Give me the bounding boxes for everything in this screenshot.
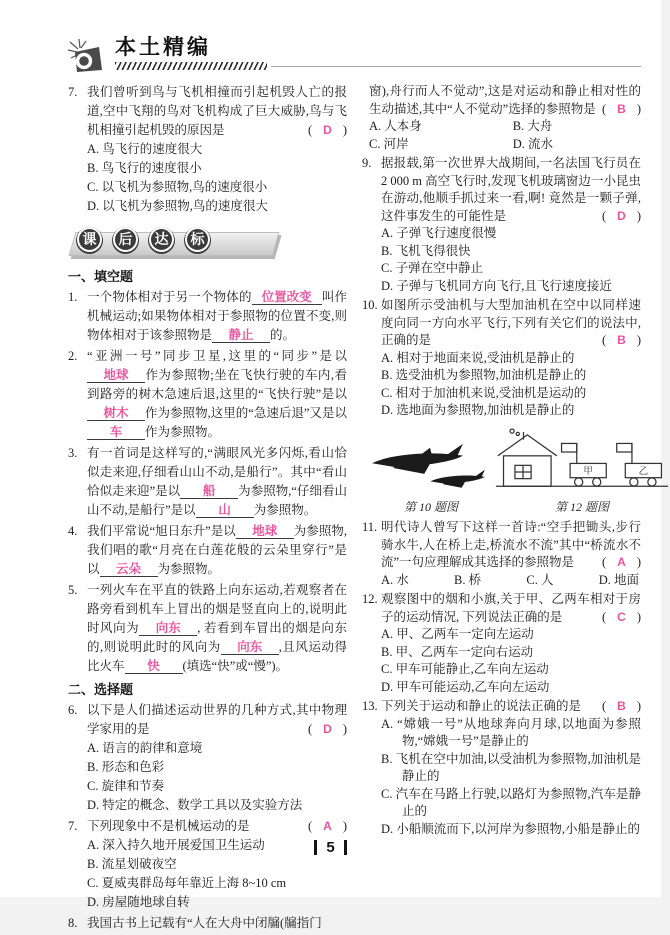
option-item: D. 流水 xyxy=(512,136,553,151)
paren-open: ( xyxy=(601,333,607,347)
blank-answer: 地球 xyxy=(236,525,294,539)
answer-paren xyxy=(602,101,641,119)
answer-paren xyxy=(308,720,347,739)
question-body xyxy=(381,591,641,696)
after-class-badge xyxy=(68,225,347,263)
paren-close: ) xyxy=(636,101,641,116)
stem-text: 据报载,第一次世界大战期间,一名法国飞行员在 2 000 m 高空飞行时,发现飞机玻璃窗边一小昆虫在游动,他顺手抓过来一看,啊! 竟然是一颗子弹,这件事发生的可能性是 xyxy=(381,156,641,223)
page-footer xyxy=(0,839,661,856)
question-number: 2. xyxy=(68,349,78,363)
option-item: A. “嫦娥一号”从地球奔向月球,以地面为参照物,“嫦娥一号”是静止的 xyxy=(381,716,641,748)
page-number: 5 xyxy=(326,839,335,856)
option-item: B. 大舟 xyxy=(512,119,553,133)
question-stem xyxy=(381,698,641,716)
question-number: 10. xyxy=(362,298,378,312)
cart-label-yi: 乙 xyxy=(638,466,649,477)
question-number: 13. xyxy=(362,699,378,713)
answer-letter: D xyxy=(323,722,332,736)
stem-text: 一个物体相对于另一个物体的 xyxy=(87,290,252,304)
question xyxy=(68,347,347,442)
figure-caption: 第 12 题图 xyxy=(554,499,609,514)
paren-open: ( xyxy=(307,819,313,833)
figure-caption: 第 10 题图 xyxy=(403,499,458,514)
paren-close: ) xyxy=(636,555,641,569)
options-inline xyxy=(381,572,641,590)
blank-answer: 位置改变 xyxy=(252,291,322,305)
answer-paren xyxy=(602,609,641,627)
option-item: B. 飞机飞得很快 xyxy=(381,243,471,258)
option-item: D. 地面 xyxy=(598,572,639,587)
answer-letter: C xyxy=(617,609,626,624)
right-column xyxy=(362,83,649,935)
question-stem xyxy=(87,581,347,676)
answer-letter: D xyxy=(617,208,626,223)
question-body xyxy=(87,914,347,933)
option-item: C. 甲车可能静止,乙车向左运动 xyxy=(381,662,549,676)
blank-answer: 船 xyxy=(180,485,238,499)
stem-text: , 若看到车冒出的烟是向东的,则说明此时的风向为 xyxy=(87,621,347,654)
answer-paren xyxy=(308,121,347,140)
question-body xyxy=(87,347,347,442)
house-and-carts-icon xyxy=(494,427,670,497)
stem-text: “亚洲一号”同步卫星,这里的“同步”是以 xyxy=(87,349,347,363)
question-body xyxy=(87,581,347,676)
answer-paren xyxy=(602,332,641,350)
question xyxy=(68,83,347,216)
badge-character: 后 xyxy=(113,227,138,252)
blank-answer: 车 xyxy=(87,426,145,440)
question-number: 3. xyxy=(68,446,78,460)
option-item: C. 以飞机为参照物,鸟的速度很小 xyxy=(87,180,268,194)
paren-close: ) xyxy=(636,208,641,223)
question-stem xyxy=(87,817,347,836)
badge-character: 达 xyxy=(149,227,174,252)
paren-open: ( xyxy=(601,699,607,713)
blank-answer: 向东 xyxy=(139,622,197,636)
options-list xyxy=(381,626,641,696)
question xyxy=(362,591,641,696)
blank-answer: 云朵 xyxy=(100,563,158,577)
options-list xyxy=(381,716,641,839)
question-stem xyxy=(381,591,641,626)
option-item: C. 相对于加油机来说,受油机是运动的 xyxy=(381,385,587,400)
badge-characters xyxy=(77,227,210,252)
logo-hatch-underline xyxy=(115,62,267,70)
badge-character: 标 xyxy=(185,227,210,252)
answer-paren xyxy=(602,698,641,716)
question-stem xyxy=(369,83,641,118)
question-body xyxy=(87,444,347,520)
header-rule xyxy=(271,66,641,67)
option-item: A. 水 xyxy=(381,572,409,587)
stem-text: 作为参照物。 xyxy=(145,425,221,439)
stem-text: 下列现象中不是机械运动的是 xyxy=(87,819,250,833)
blank-answer: 树木 xyxy=(87,407,145,421)
option-item: C. 人 xyxy=(526,572,554,587)
stem-text: 作为参照物,这里的“急速后退”又是以 xyxy=(145,406,347,420)
question-body xyxy=(87,701,347,815)
stem-text: 有一首词是这样写的,“满眼风光多闪烁,看山恰似走来迎,仔细看山山不动,是船行”。其中“看山恰似走来迎”是以 xyxy=(87,446,347,498)
answer-letter: A xyxy=(323,819,332,833)
page-header xyxy=(0,0,661,78)
option-item: B. 飞机在空中加油,以受油机为参照物,加油机是静止的 xyxy=(381,751,641,783)
answer-letter: D xyxy=(323,123,332,137)
section-heading: 二、选择题 xyxy=(68,682,134,697)
question xyxy=(362,519,641,589)
question-stem xyxy=(87,444,347,520)
question xyxy=(362,155,641,295)
question-body xyxy=(362,83,641,153)
stem-text: 下列关于运动和静止的说法正确的是 xyxy=(381,699,582,713)
stem-text: 我们平常说“旭日东升”是以 xyxy=(87,524,236,538)
question-stem xyxy=(381,155,641,225)
option-item: A. 鸟飞行的速度很大 xyxy=(87,142,203,156)
question-number: 5. xyxy=(68,583,78,597)
question-body xyxy=(381,698,641,838)
option-item: D. 房屋随地球自转 xyxy=(87,895,190,909)
paren-open: ( xyxy=(307,123,313,137)
blank-answer: 快 xyxy=(125,660,183,674)
option-item: C. 夏威夷群岛每年靠近上海 8~10 cm xyxy=(87,876,287,890)
stem-text: 叫作机械运动;如果物体相对于参照物的位置不变,则物体相对于该参照物是 xyxy=(87,290,347,342)
option-item: D. 子弹与飞机同方向飞行,且飞行速度接近 xyxy=(381,278,612,293)
stem-text: 一列火车在平直的铁路上向东运动,若观察者在路旁看到机车上冒出的烟是竖直向上的,说明此时风向为 xyxy=(87,583,347,635)
paren-open: ( xyxy=(307,722,313,736)
option-item: D. 甲车可能运动,乙车向左运动 xyxy=(381,679,550,694)
question xyxy=(68,288,347,345)
blank-answer: 地球 xyxy=(87,369,145,383)
left-column xyxy=(68,83,347,935)
question xyxy=(68,817,347,912)
option-item: B. 流星划破夜空 xyxy=(87,857,177,871)
question-body xyxy=(381,297,641,420)
option-item: D. 以飞机为参照物,鸟的速度很大 xyxy=(87,199,268,213)
option-item: B. 形态和色彩 xyxy=(87,760,165,774)
option-item: A. 深入持久地开展爱国卫生运动 xyxy=(87,838,265,852)
paren-open: ( xyxy=(601,555,607,569)
question-stem xyxy=(381,297,641,350)
question-number: 11. xyxy=(362,520,378,534)
figure xyxy=(368,441,494,517)
options-grid xyxy=(369,118,641,153)
option-item: C. 河岸 xyxy=(369,136,409,151)
answer-letter: B xyxy=(617,699,626,713)
question-number: 7. xyxy=(68,819,78,833)
question-stem xyxy=(87,288,347,345)
answer-paren xyxy=(602,208,641,226)
options-list xyxy=(381,350,641,420)
paren-close: ) xyxy=(342,819,347,833)
stem-text: 的。 xyxy=(270,328,296,342)
blank-answer: 向东 xyxy=(221,641,279,655)
stem-text: 为参照物,我们唱的歌“月亮在白莲花般的云朵里穿行”是以 xyxy=(87,524,347,576)
question xyxy=(68,581,347,676)
option-item: C. 汽车在马路上行驶,以路灯为参照物,汽车是静止的 xyxy=(381,786,641,818)
question-number: 12. xyxy=(362,592,378,606)
option-item: A. 相对于地面来说,受油机是静止的 xyxy=(381,350,575,365)
brand-logo-text: 本土精编 xyxy=(115,36,211,59)
paren-open: ( xyxy=(601,208,607,223)
option-item: D. 特定的概念、数学工具以及实验方法 xyxy=(87,798,303,812)
option-item: A. 人本身 xyxy=(369,119,422,133)
answer-paren xyxy=(308,817,347,836)
stem-text: 为参照物。 xyxy=(157,562,221,576)
option-item: B. 鸟飞行的速度很小 xyxy=(87,161,202,175)
paren-close: ) xyxy=(636,333,641,347)
question xyxy=(68,444,347,520)
stem-text: 我国古书上记载有“人在大舟中闭牖(牖指门 xyxy=(87,916,322,930)
page-number-bar xyxy=(314,840,317,855)
blank-answer: 山 xyxy=(196,504,254,518)
stem-text: 为参照物,“仔细看山山不动,是船行”是以 xyxy=(87,484,347,517)
question-body xyxy=(87,522,347,579)
page-number-bar xyxy=(344,840,347,855)
paren-close: ) xyxy=(342,123,347,137)
options-list xyxy=(87,140,347,216)
question-body xyxy=(381,519,641,589)
question-number: 4. xyxy=(68,524,78,538)
stem-text: 窗),舟行而人不觉动”,这是对运动和静止相对性的生动描述,其中“人不觉动”选择的参照物是 xyxy=(369,84,641,116)
question xyxy=(362,698,641,838)
stem-text: 我们曾听到鸟与飞机相撞而引起机毁人亡的报道,空中飞翔的鸟对飞机构成了巨大威胁,鸟与飞机相撞引起机毁的原因是 xyxy=(87,85,347,137)
paren-open: ( xyxy=(601,609,607,624)
question xyxy=(362,297,641,420)
refueling-planes-icon xyxy=(368,441,494,497)
figures-row xyxy=(362,422,649,520)
question-number: 7. xyxy=(68,85,78,99)
question-number: 8. xyxy=(68,916,78,930)
section-heading: 一、填空题 xyxy=(68,269,134,284)
stem-text: 如图所示受油机与大型加油机在空中以同样速度向同一方向水平飞行,下列有关它们的说法中,正确的是 xyxy=(381,298,641,347)
question-number: 1. xyxy=(68,290,78,304)
option-item: C. 子弹在空中静止 xyxy=(381,261,484,275)
question-stem xyxy=(87,522,347,579)
option-item: D. 小船顺流而下,以河岸为参照物,小船是静止的 xyxy=(381,821,641,836)
paren-close: ) xyxy=(342,722,347,736)
brand-logo-block xyxy=(115,36,641,71)
question-stem xyxy=(87,701,347,739)
question xyxy=(68,522,347,579)
cart-label-jia: 甲 xyxy=(583,466,593,477)
option-item: B. 桥 xyxy=(454,572,482,587)
stem-text: 以下是人们描述运动世界的几种方式,其中物理学家用的是 xyxy=(87,703,347,736)
badge-character: 课 xyxy=(77,227,102,252)
logo-underline-row xyxy=(115,61,641,71)
question-body xyxy=(87,288,347,345)
option-item: A. 甲、乙两车一定向左运动 xyxy=(381,627,534,641)
options-list xyxy=(87,739,347,815)
answer-letter: B xyxy=(617,101,626,116)
paren-close: ) xyxy=(636,609,641,624)
question xyxy=(68,701,347,815)
paren-close: ) xyxy=(636,699,641,713)
question-body xyxy=(87,83,347,216)
question-body xyxy=(381,155,641,295)
answer-letter: B xyxy=(617,333,626,347)
question-number: 6. xyxy=(68,703,78,717)
option-item: A. 语言的韵律和意境 xyxy=(87,741,203,755)
page-content xyxy=(0,78,661,935)
option-item: B. 选受油机为参照物,加油机是静止的 xyxy=(381,368,587,382)
question-number: 9. xyxy=(362,156,372,170)
stem-text: 观察图中的烟和小旗,关于甲、乙两车相对于房子的运动情况, 下列说法正确的是 xyxy=(381,592,641,624)
question-body xyxy=(87,817,347,912)
option-item: D. 选地面为参照物,加油机是静止的 xyxy=(381,403,575,417)
question-stem xyxy=(87,914,347,933)
question xyxy=(68,914,347,933)
figure xyxy=(494,427,670,517)
option-item: B. 甲、乙两车一定向右运动 xyxy=(381,644,534,659)
stem-text: (填选“快”或“慢”)。 xyxy=(182,659,289,673)
stem-text: ,且风运动得比火车 xyxy=(87,640,347,673)
option-item: C. 旋律和节奏 xyxy=(87,779,165,793)
answer-paren xyxy=(602,554,641,572)
brand-logo-icon xyxy=(68,38,108,76)
stem-text: 作为参照物;坐在飞快行驶的车内,看到路旁的树木急速后退,这里的“飞快行驶”是以 xyxy=(87,368,347,401)
question-stem xyxy=(87,83,347,140)
question xyxy=(362,83,641,153)
answer-letter: A xyxy=(617,555,626,569)
stem-text: 明代诗人曾写下这样一首诗:“空手把锄头,步行骑水牛,人在桥上走,桥流水不流”其中“桥流水不流”一句应理解成其选择的参照物是 xyxy=(381,520,641,569)
question-stem xyxy=(381,519,641,572)
question-stem xyxy=(87,347,347,442)
paren-open: ( xyxy=(601,101,607,116)
stem-text: 为参照物。 xyxy=(253,503,317,517)
options-list xyxy=(381,225,641,295)
option-item: A. 子弹飞行速度很慢 xyxy=(381,226,497,240)
blank-answer: 静止 xyxy=(212,329,270,343)
